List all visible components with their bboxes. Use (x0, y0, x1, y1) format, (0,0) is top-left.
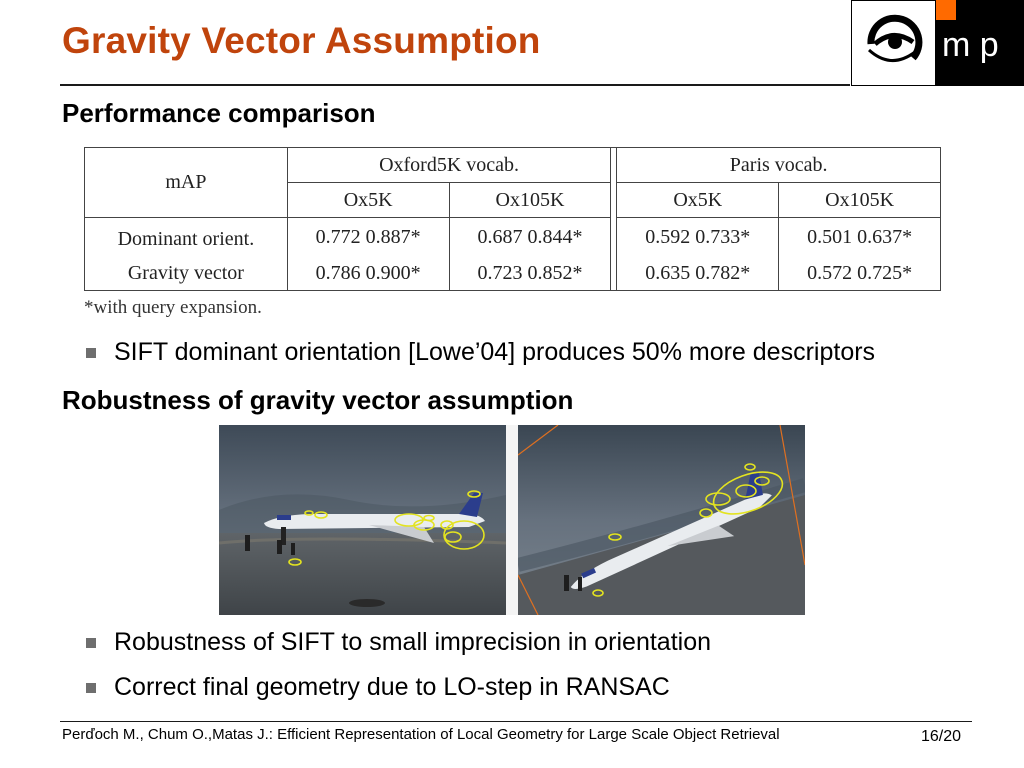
bullet-item (86, 628, 711, 657)
section-heading-robustness: Robustness of gravity vector assumption (62, 385, 574, 415)
table-cell: 0.572 0.725* (779, 256, 941, 291)
bullet-item (86, 338, 875, 367)
table-group-header: Oxford5K vocab. (287, 148, 611, 183)
airplane-photo-upright (219, 425, 506, 615)
table-cell: 0.635 0.782* (617, 256, 779, 291)
table-subheader: Ox105K (449, 183, 611, 218)
table-group-header: Paris vocab. (617, 148, 941, 183)
table-row (85, 218, 941, 257)
bullet-square-icon (86, 638, 96, 648)
table-cell: 0.723 0.852* (449, 256, 611, 291)
table-cell: 0.687 0.844* (477, 225, 583, 248)
section-heading-performance: Performance comparison (62, 98, 376, 128)
table-corner-cell: mAP (85, 148, 288, 218)
slide-title: Gravity Vector Assumption (62, 20, 541, 61)
table-row (85, 256, 941, 291)
photo-gap (506, 425, 518, 615)
table-cell: 0.592 0.733* (617, 218, 779, 257)
airplane-photo-rotated (518, 425, 805, 615)
bullet-text: Robustness of SIFT to small imprecision in orientation (114, 628, 712, 656)
footer-divider (60, 721, 972, 722)
title-divider (60, 84, 850, 86)
bullet-square-icon (86, 683, 96, 693)
bullet-item (86, 673, 670, 702)
table-cell: 0.772 0.887* (287, 218, 449, 257)
table-row-label: Dominant orient. (85, 218, 288, 257)
bullet-text: Correct final geometry due to LO-step in RANSAC (114, 673, 670, 701)
table-subheader: Ox105K (779, 183, 941, 218)
table-cell: 0.786 0.900* (287, 256, 449, 291)
table-cell: 0.501 0.637* (779, 218, 941, 257)
table-subheader: Ox5K (287, 183, 449, 218)
table-header-row (85, 148, 941, 183)
footer-citation: Perďoch M., Chum O.,Matas J.: Efficient Representation of Local Geometry for Large Scale Object Retrieval (62, 726, 780, 743)
table-row-label: Gravity vector (85, 256, 288, 291)
performance-table (84, 147, 941, 291)
table-subheader: Ox5K (617, 183, 779, 218)
table-footnote: *with query expansion. (84, 297, 262, 318)
bullet-square-icon (86, 348, 96, 358)
page-number: 16/20 (921, 728, 962, 745)
bullet-text: SIFT dominant orientation [Lowe’04] produces 50% more descriptors (114, 338, 876, 366)
logo-letters: m p (942, 26, 999, 64)
cmp-logo (851, 0, 1024, 86)
